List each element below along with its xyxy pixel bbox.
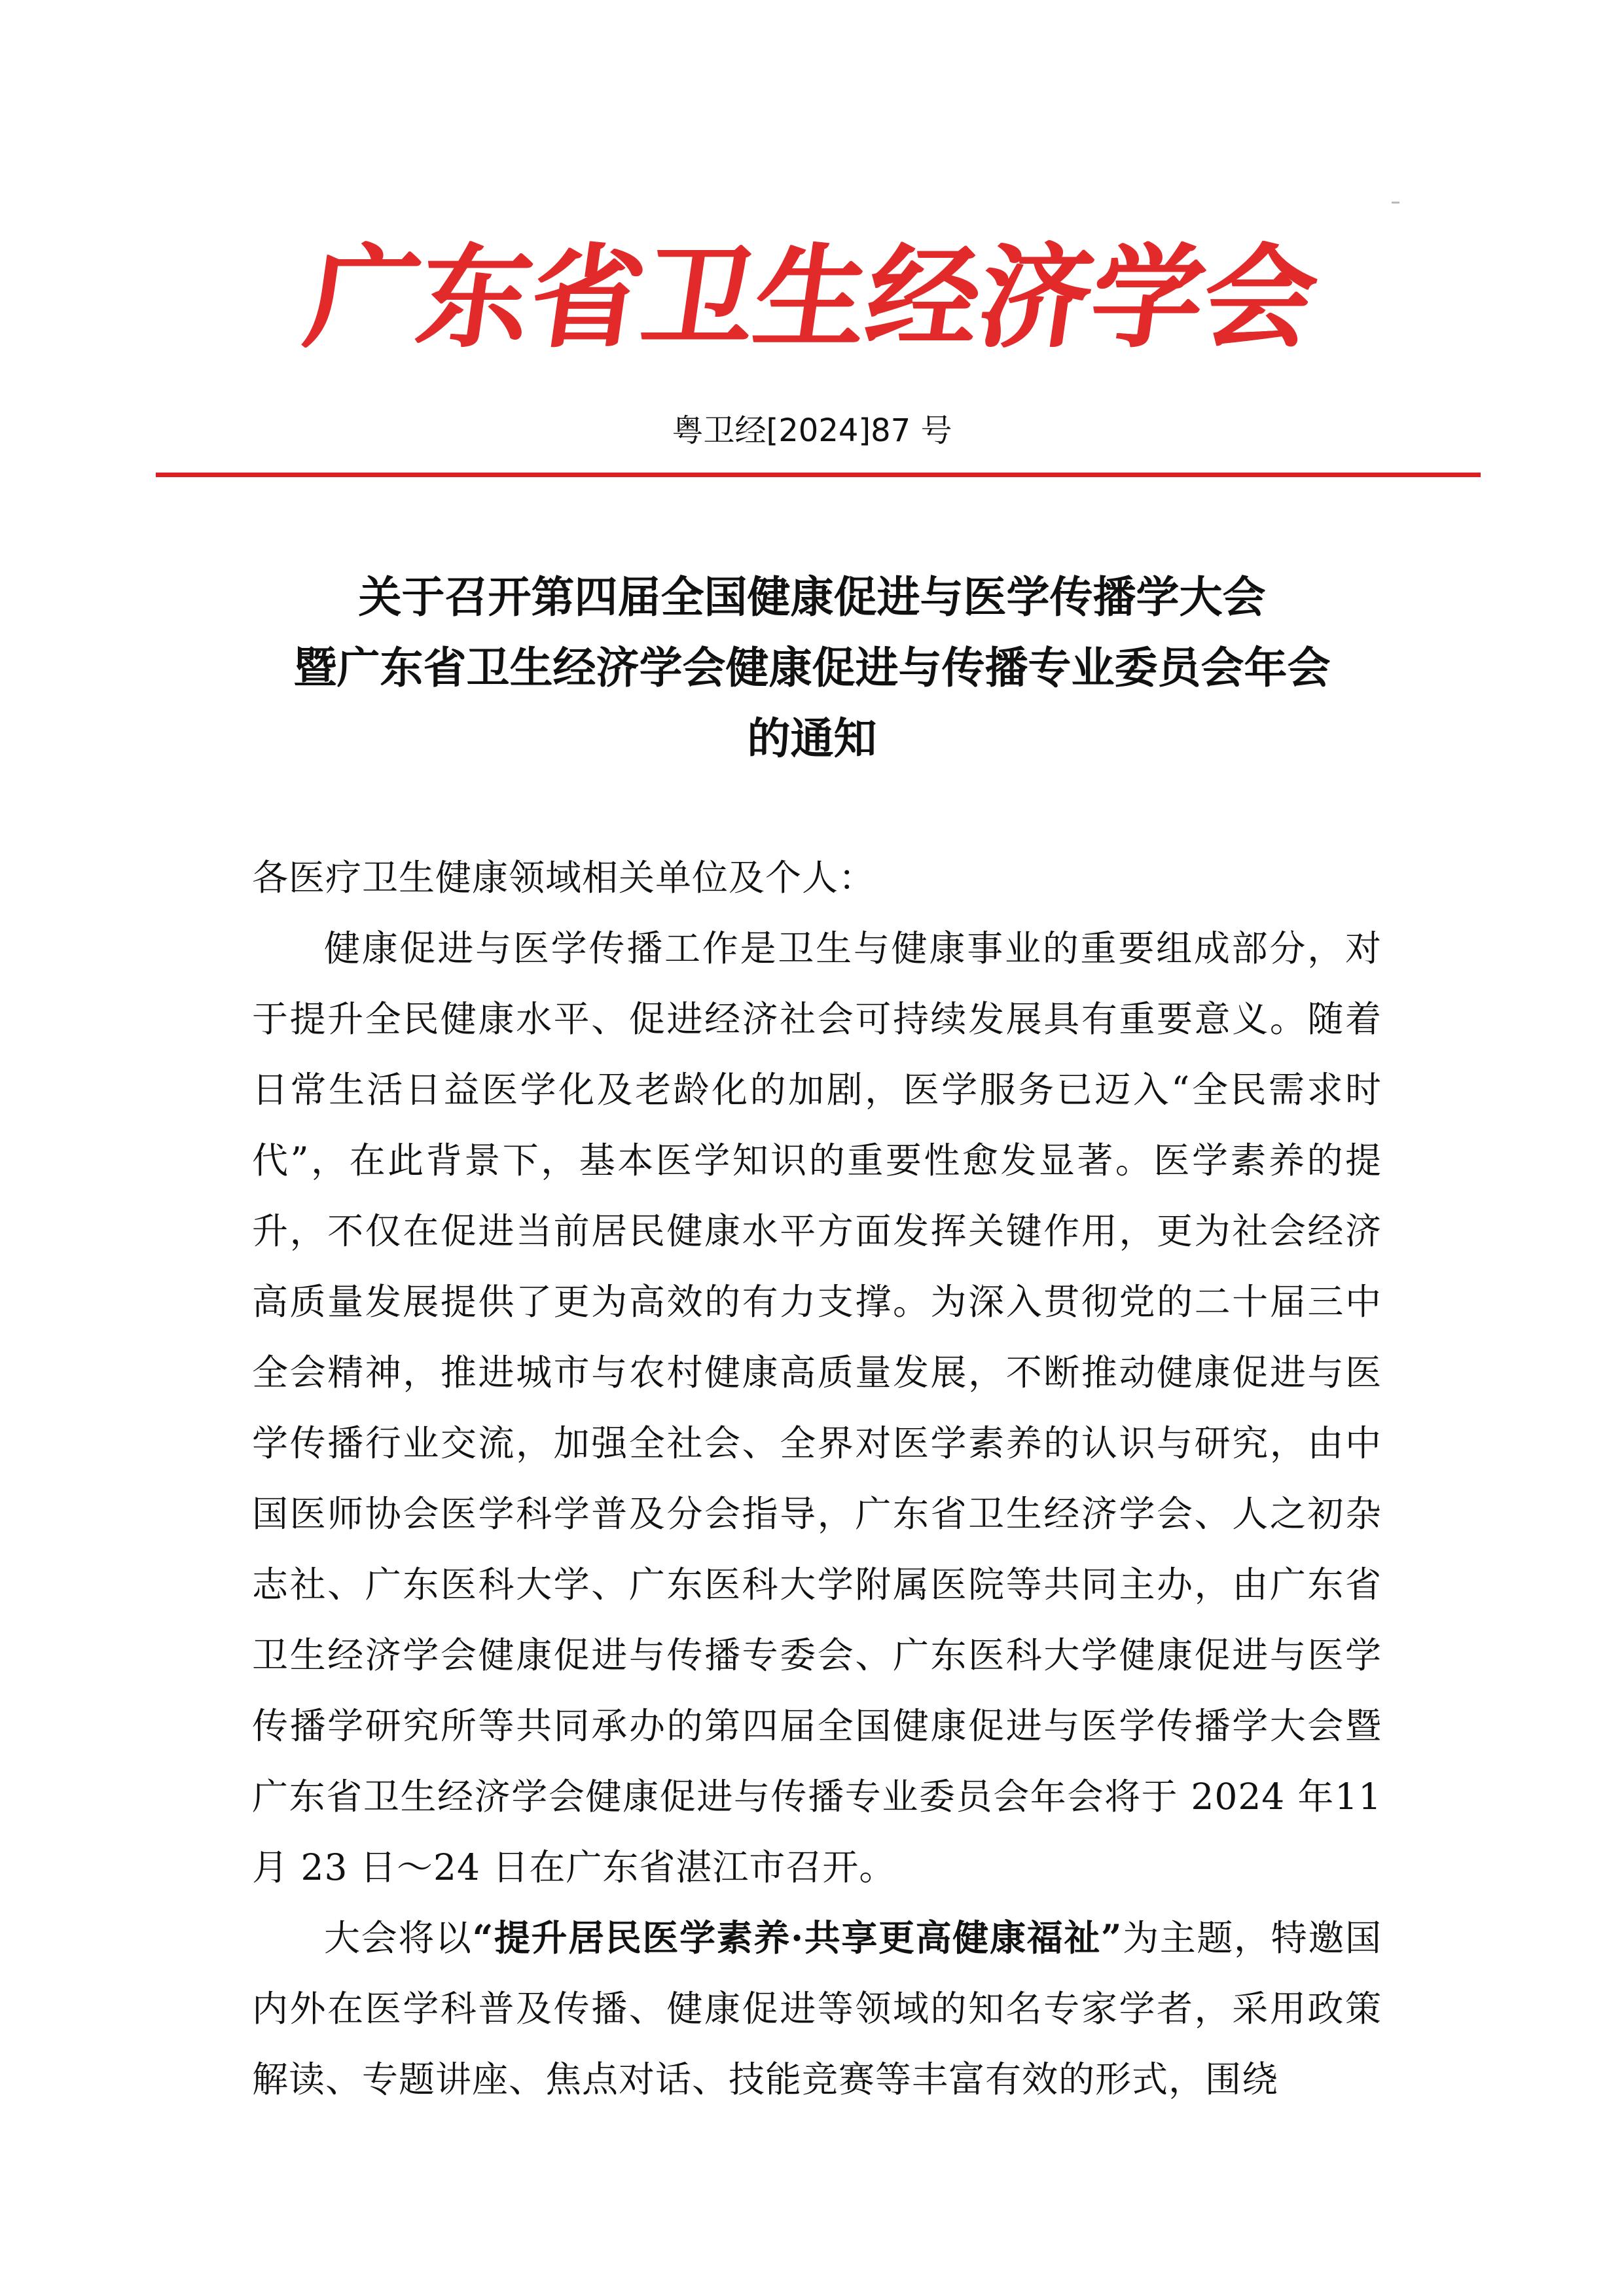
masthead-char: 会 — [1195, 232, 1326, 363]
masthead-char: 经 — [859, 232, 989, 363]
masthead-char: 东 — [410, 232, 541, 363]
masthead-logo — [298, 229, 1326, 367]
masthead-char: 济 — [971, 232, 1101, 363]
masthead-char: 广 — [298, 232, 429, 363]
masthead-char: 学 — [1083, 232, 1213, 363]
paragraph-2 — [252, 1903, 1382, 2115]
document-number: 粤卫经[2024]87 号 — [672, 412, 952, 449]
document-title — [0, 562, 1624, 774]
paragraph-2-tail: 为主题，特邀国内外在医学科普及传播、健康促进等领域的知名专家学者，采用政策解读、专题讲座、焦点对话、技能竞赛等丰富有效的形式，围绕 — [252, 1917, 1382, 2100]
title-line-2: 暨广东省卫生经济学会健康促进与传播专业委员会年会 — [293, 642, 1331, 693]
masthead-char: 生 — [746, 232, 877, 363]
title-line-3: 的通知 — [747, 713, 877, 764]
masthead-char: 省 — [522, 232, 653, 363]
salutation: 各医疗卫生健康领域相关单位及个人： — [252, 857, 876, 899]
document-body — [252, 842, 1382, 2115]
conference-theme: “提升居民医学素养·共享更高健康福祉” — [472, 1916, 1123, 1959]
red-divider-line — [156, 473, 1481, 477]
paragraph-1: 健康促进与医学传播工作是卫生与健康事业的重要组成部分，对于提升全民健康水平、促进经济社会可持续发展具有重要意义。随着日常生活日益医学化及老龄化的加剧，医学服务已迈入“全民需求时代”，在此背景下，基本医学知识的重要性愈发显著。医学素养的提升，不仅在促进当前居民健康水平方面发挥关键作用，更为社会经济高质量发展提供了更为高效的有力支撑。为深入贯彻党的二十届三中全会精神，推进城市与农村健康高质量发展，不断推动健康促进与医学传播行业交流，加强全社会、全界对医学素养的认识与研究，由中国医师协会医学科学普及分会指导，广东省卫生经济学会、人之初杂志社、广东医科大学、广东医科大学附属医院等共同主办，由广东省卫生经济学会健康促进与传播专委会、广东医科大学健康促进与医学传播学研究所等共同承办的第四届全国健康促进与医学传播学大会暨广东省卫生经济学会健康促进与传播专业委员会年会将于 2024 年11 月 23 日～24 日在广东省湛江市召开。 — [252, 927, 1382, 1888]
masthead-char: 卫 — [634, 232, 765, 363]
title-line-1: 关于召开第四届全国健康促进与医学传播学大会 — [358, 571, 1266, 622]
paragraph-2-lead: 大会将以 — [324, 1917, 473, 1959]
scan-mark — [1392, 202, 1399, 204]
